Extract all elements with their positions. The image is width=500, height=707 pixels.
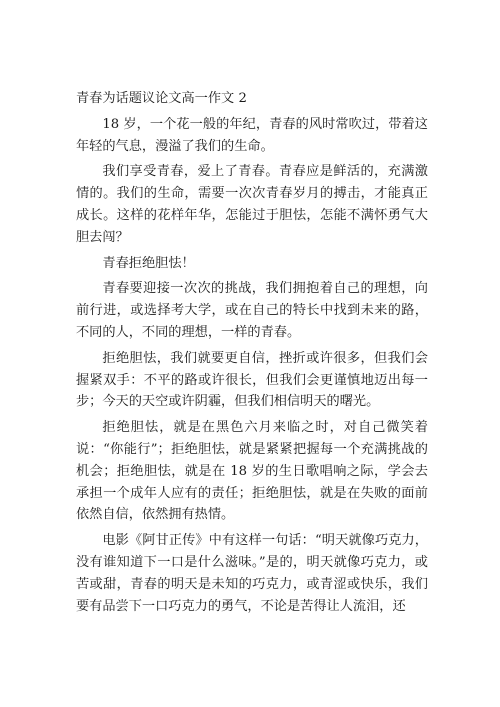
document-title: 青春为话题议论文高一作文 2 [76, 91, 247, 106]
paragraph-4: 青春要迎接一次次的挑战，我们拥抱着自己的理想，向前行进，或选择考大学，或在自己的特长中找到未来的路，不同的人，不同的理想，一样的青春。 [76, 281, 428, 340]
document-body [76, 88, 428, 621]
paragraph-2: 我们享受青春，爱上了青春。青春应是鲜活的，充满激情的。我们的生命，需要一次次青春岁月的搏击，才能真正成长。这样的花样年华，怎能过于胆怯，怎能不满怀勇气大胆去闯？ [76, 164, 428, 245]
paragraph-3: 青春拒绝胆怯！ [102, 255, 195, 271]
paragraph-1: 18 岁，一个花一般的年纪，青春的风时常吹过，带着这年轻的气息，漫溢了我们的生命。 [76, 116, 428, 154]
paragraph-6: 拒绝胆怯，就是在黑色六月来临之时，对自己微笑着说：“你能行”；拒绝胆怯，就是紧紧把握每一个充满挑战的机会；拒绝胆怯，就是在 18 岁的生日歌唱响之际，学会去承担一个成年人应有的责任；拒绝胆怯，就是在失败的面前依然自信，依然拥有热情。 [76, 420, 428, 523]
paragraph-7: 电影《阿甘正传》中有这样一句话：“明天就像巧克力，没有谁知道下一口是什么滋味。”是的，明天就像巧克力，或苦或甜，青春的明天是未知的巧克力，或青涩或快乐，我们要有品尝下一口巧克力的勇气，不论是苦得让人流泪，还 [76, 533, 428, 614]
paragraph-5: 拒绝胆怯，我们就要更自信，挫折或许很多，但我们会握紧双手：不平的路或许很长，但我们会更谨慎地迈出每一步；今天的天空或许阴霾，但我们相信明天的曙光。 [76, 350, 428, 410]
